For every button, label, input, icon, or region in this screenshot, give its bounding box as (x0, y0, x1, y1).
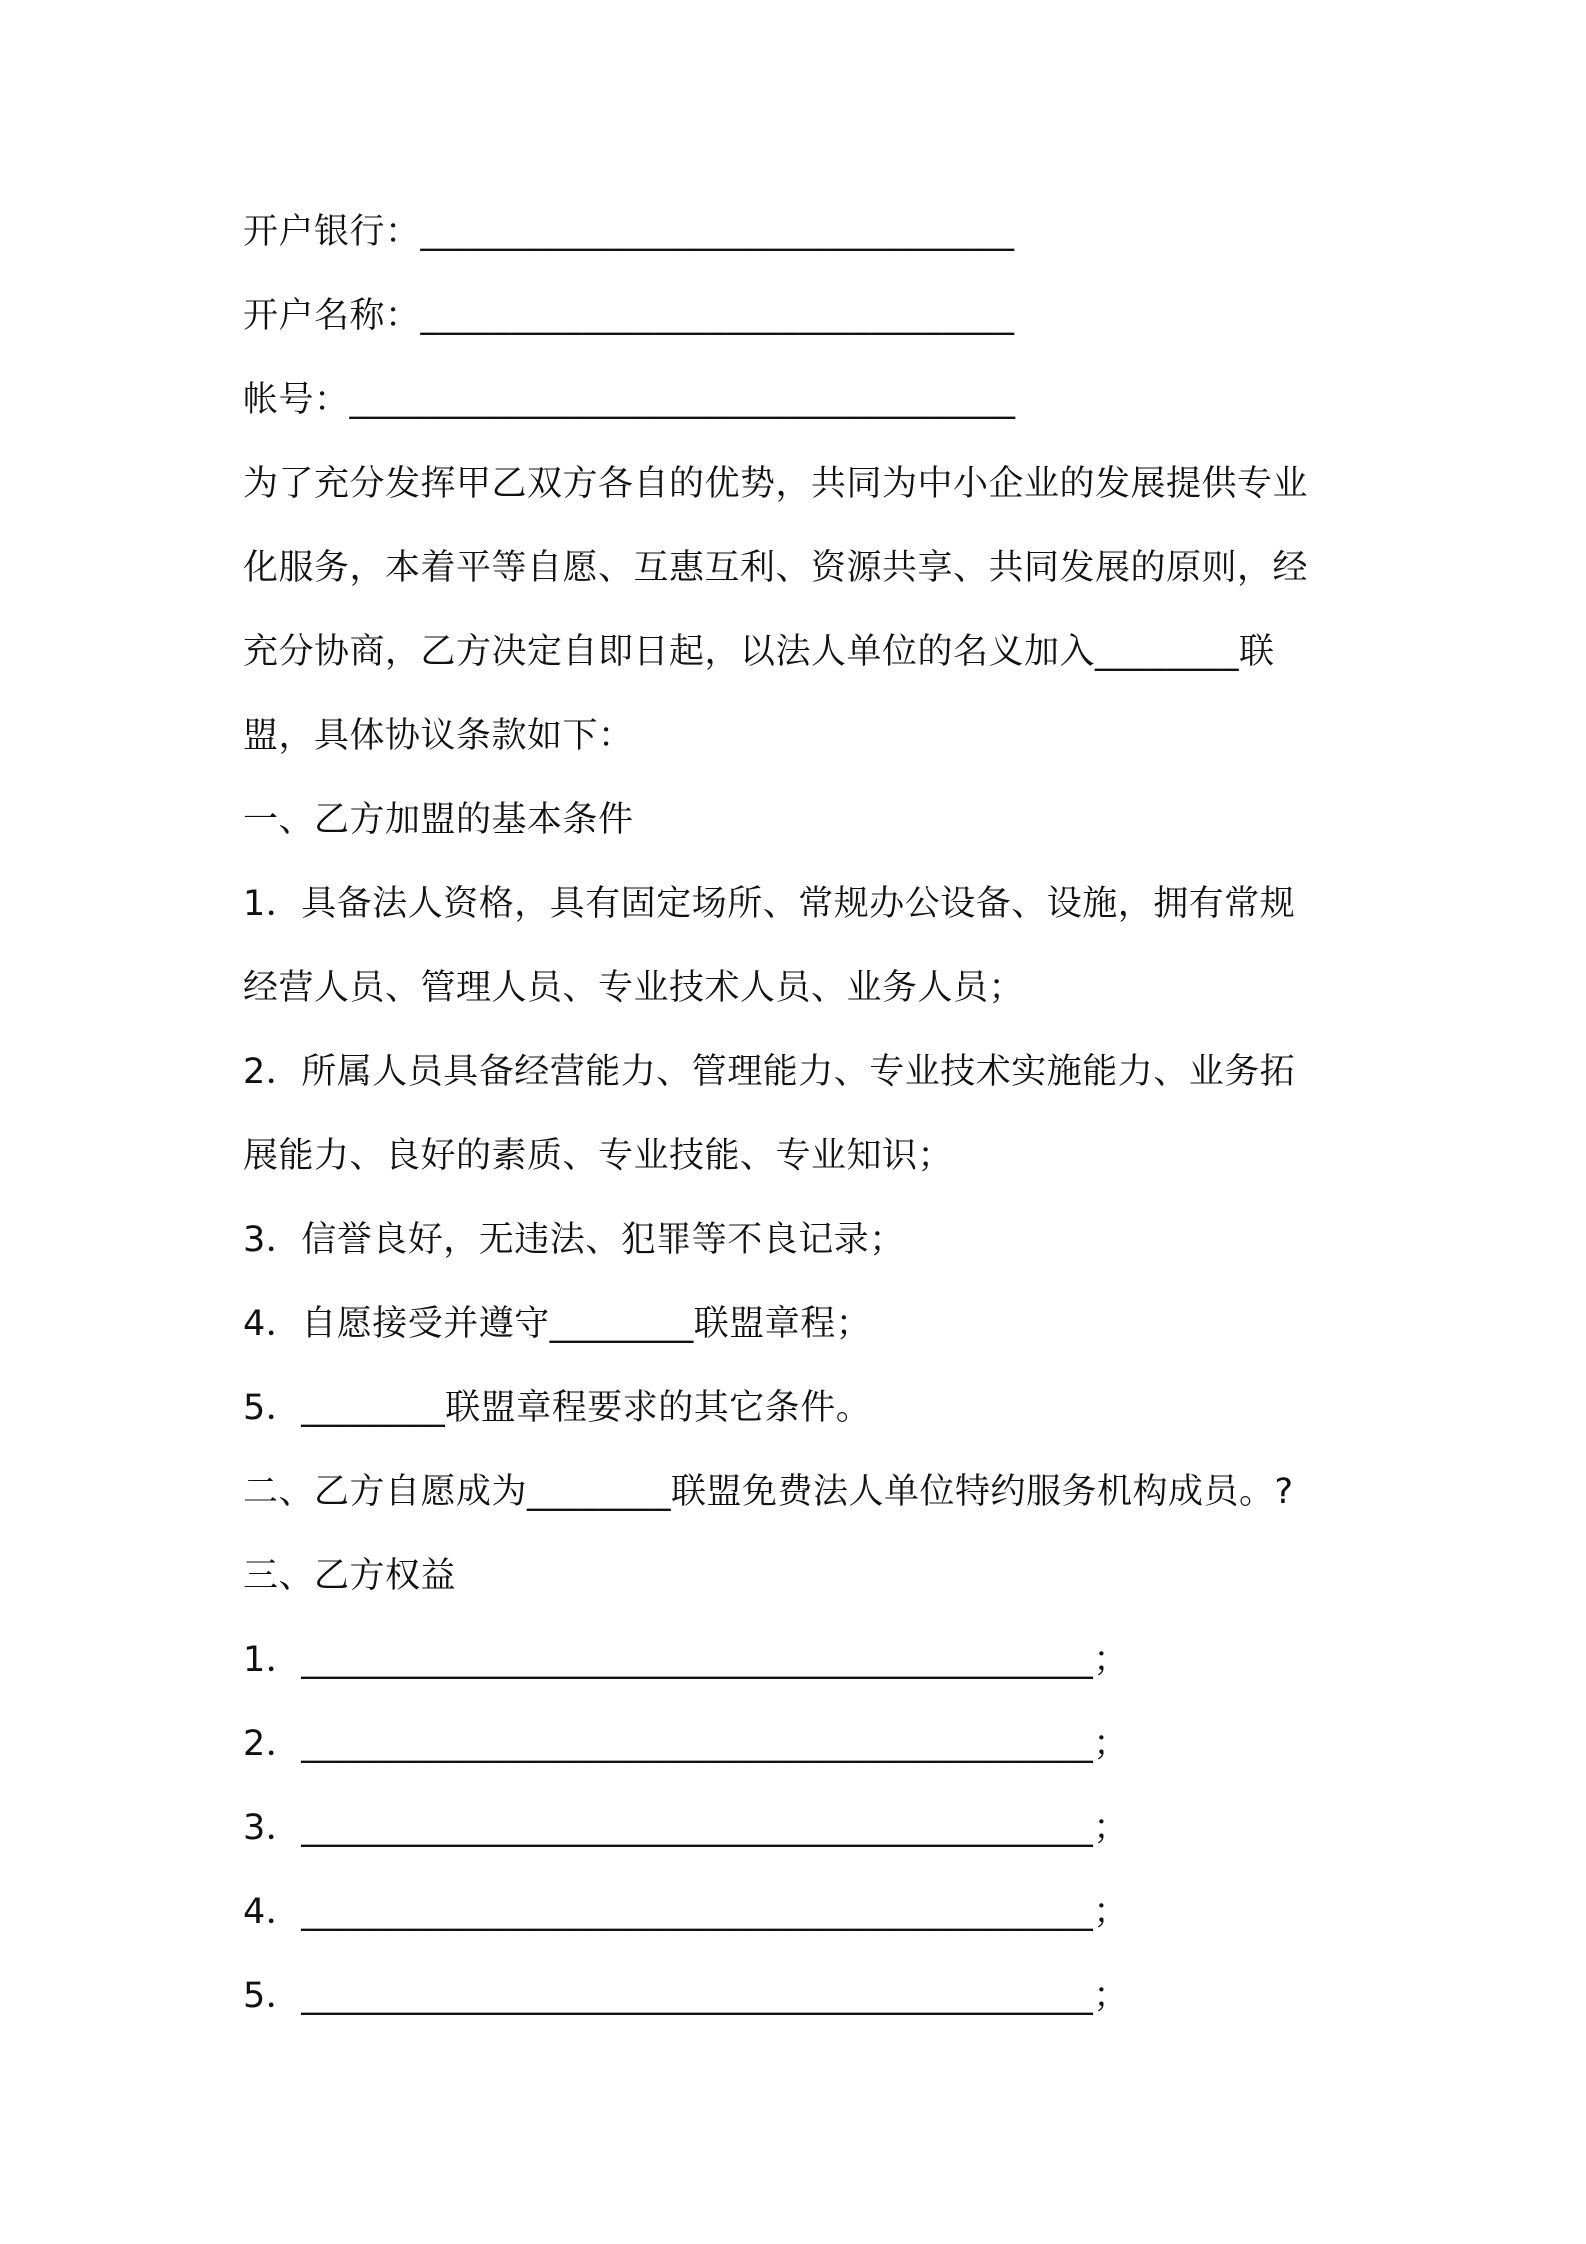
condition-line: 展能力、良好的素质、专业技能、专业知识； (243, 1136, 954, 1176)
intro-line: 为了充分发挥甲乙双方各自的优势，共同为中小企业的发展提供专业 (243, 464, 1309, 504)
condition-line: 3．信誉良好，无违法、犯罪等不良记录； (243, 1220, 905, 1260)
section-two-text: 二、乙方自愿成为________联盟免费法人单位特约服务机构成员。? (243, 1472, 1294, 1512)
intro-line: 化服务，本着平等自愿、互惠互利、资源共享、共同发展的原则，经 (243, 548, 1309, 588)
condition-line: 5．________联盟章程要求的其它条件。 (243, 1388, 872, 1428)
condition-line: 4．自愿接受并遵守________联盟章程； (243, 1304, 872, 1344)
section-heading: 一、乙方加盟的基本条件 (243, 800, 634, 840)
rights-item: 1．____________________________________________； (243, 1640, 1129, 1680)
section-heading: 三、乙方权益 (243, 1556, 457, 1596)
bank-field: 开户银行：_________________________________ (243, 212, 1015, 252)
account-number-field: 帐号：_____________________________________ (243, 380, 1016, 420)
account-name-field: 开户名称：_________________________________ (243, 296, 1015, 336)
rights-item: 4．____________________________________________； (243, 1892, 1129, 1932)
condition-line: 1．具备法人资格，具有固定场所、常规办公设备、设施，拥有常规 (243, 884, 1296, 924)
intro-line: 充分协商，乙方决定自即日起，以法人单位的名义加入________联 (243, 632, 1275, 672)
condition-line: 经营人员、管理人员、专业技术人员、业务人员； (243, 968, 1025, 1008)
condition-line: 2．所属人员具备经营能力、管理能力、专业技术实施能力、业务拓 (243, 1052, 1296, 1092)
intro-line: 盟，具体协议条款如下： (243, 716, 634, 756)
rights-item: 2．____________________________________________； (243, 1724, 1129, 1764)
rights-item: 5．____________________________________________； (243, 1976, 1129, 2016)
rights-item: 3．____________________________________________； (243, 1808, 1129, 1848)
